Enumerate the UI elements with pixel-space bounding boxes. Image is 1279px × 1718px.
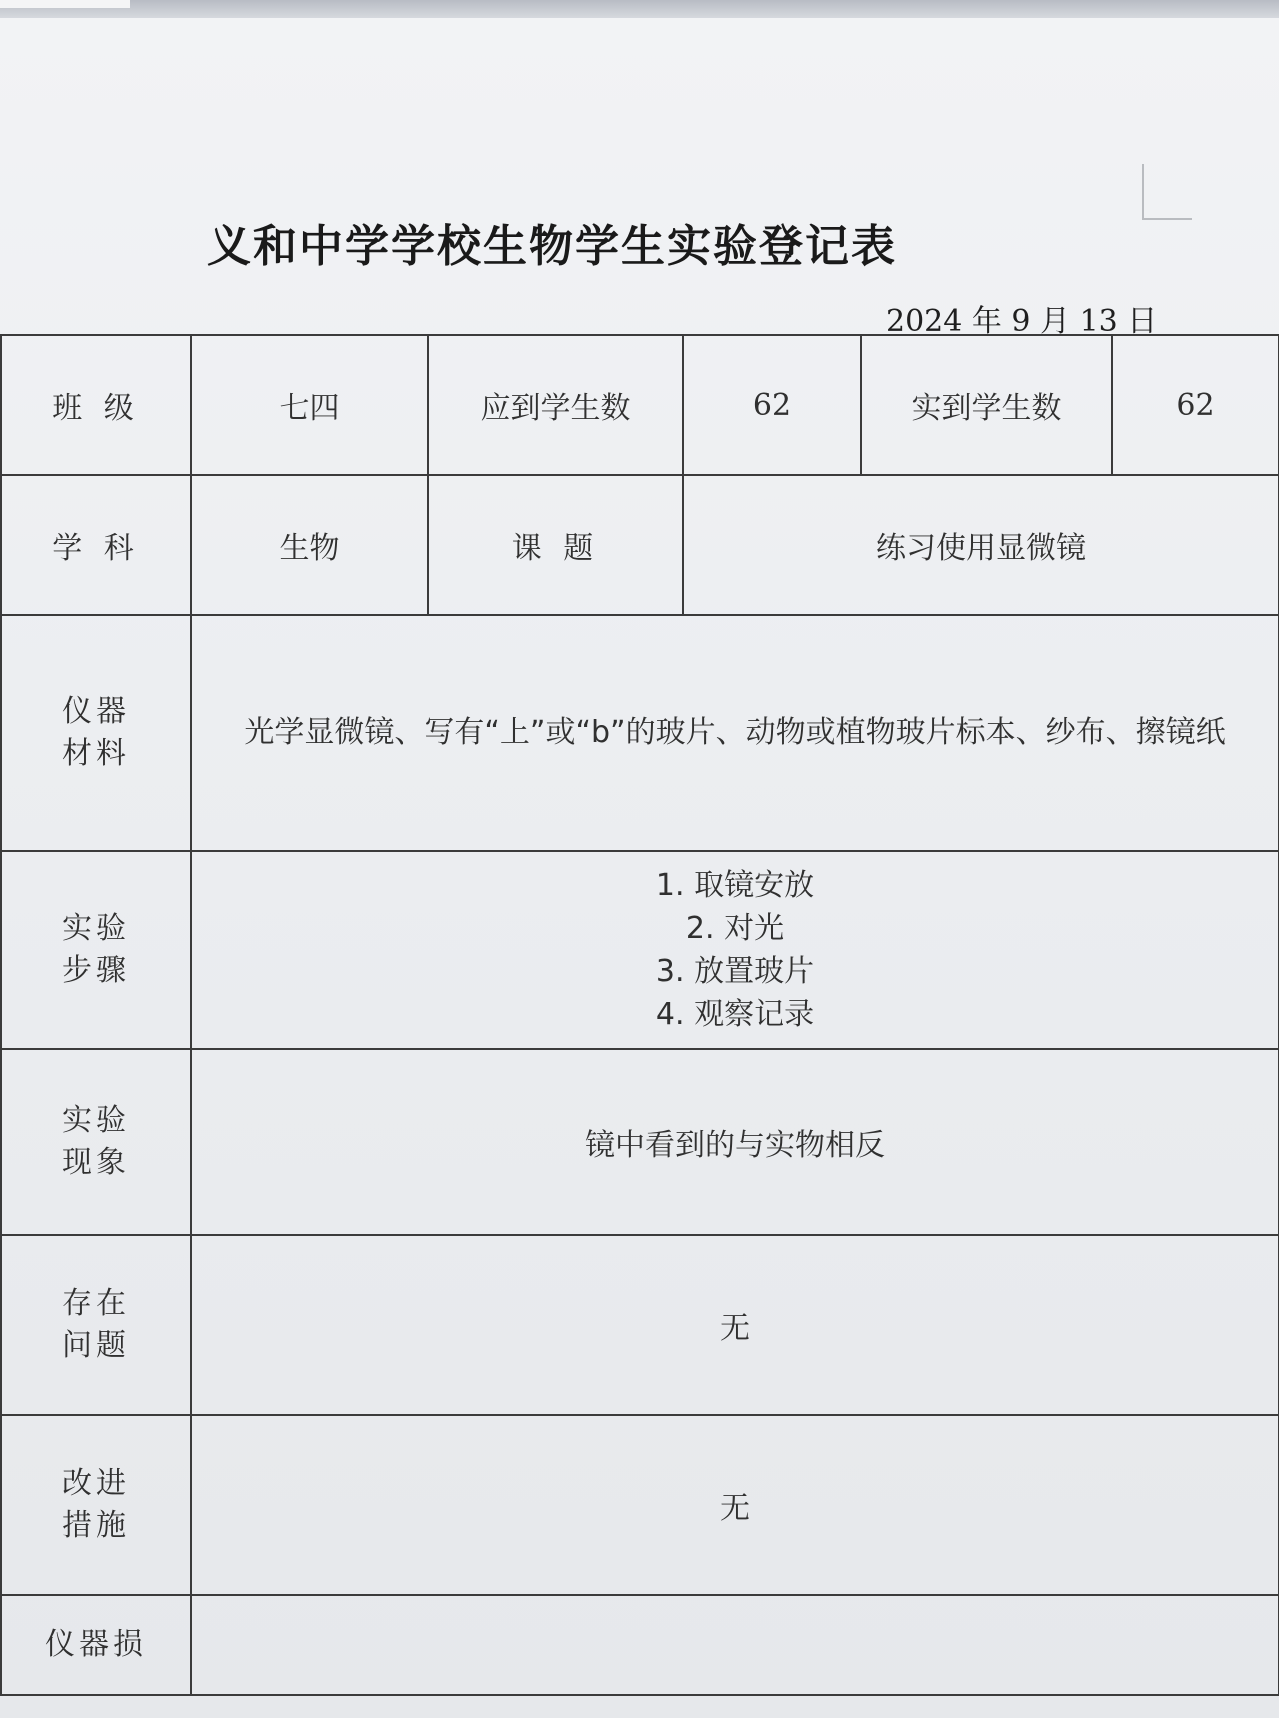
class-value: 七四	[191, 335, 428, 475]
document-date: 2024 年 9 月 13 日	[886, 304, 1158, 339]
registration-table	[0, 334, 1279, 1696]
table-row	[1, 335, 1279, 475]
phenomenon-label	[1, 1049, 191, 1235]
table-row	[1, 1595, 1279, 1695]
step-item: 2. 对光	[685, 911, 785, 946]
actual-students-label: 实到学生数	[861, 335, 1112, 475]
improvement-label	[1, 1415, 191, 1595]
window-top-bar	[0, 0, 1279, 18]
step-item: 1. 取镜安放	[655, 868, 815, 903]
equipment-damage-label: 仪器损	[1, 1595, 191, 1695]
problems-value: 无	[191, 1235, 1279, 1415]
table-row	[1, 1415, 1279, 1595]
materials-label	[1, 615, 191, 851]
actual-students-value: 62	[1112, 335, 1279, 475]
table-row	[1, 475, 1279, 615]
steps-label	[1, 851, 191, 1049]
class-label: 班 级	[1, 335, 191, 475]
phenomenon-label-line2: 现象	[62, 1145, 130, 1180]
equipment-damage-value	[191, 1595, 1279, 1695]
phenomenon-value: 镜中看到的与实物相反	[191, 1049, 1279, 1235]
page-corner-mark	[1142, 164, 1192, 220]
topic-value: 练习使用显微镜	[683, 475, 1279, 615]
steps-label-line2: 步骤	[62, 953, 130, 988]
window-tab	[0, 0, 130, 8]
steps-label-line1: 实验	[62, 911, 130, 946]
expected-students-value: 62	[683, 335, 861, 475]
table-row	[1, 851, 1279, 1049]
problems-label	[1, 1235, 191, 1415]
materials-label-line2: 材料	[62, 736, 130, 771]
topic-label: 课 题	[428, 475, 683, 615]
improvement-label-line2: 措施	[62, 1508, 130, 1543]
step-item: 4. 观察记录	[655, 997, 815, 1032]
table-row	[1, 1049, 1279, 1235]
step-item: 3. 放置玻片	[655, 954, 815, 989]
problems-label-line1: 存在	[62, 1286, 130, 1321]
steps-value	[191, 851, 1279, 1049]
subject-value: 生物	[191, 475, 428, 615]
table-row	[1, 615, 1279, 851]
problems-label-line2: 问题	[62, 1328, 130, 1363]
expected-students-label: 应到学生数	[428, 335, 683, 475]
phenomenon-label-line1: 实验	[62, 1103, 130, 1138]
materials-label-line1: 仪器	[62, 694, 130, 729]
subject-label: 学 科	[1, 475, 191, 615]
document-title: 义和中学学校生物学生实验登记表	[207, 221, 897, 272]
improvement-label-line1: 改进	[62, 1466, 130, 1501]
improvement-value: 无	[191, 1415, 1279, 1595]
table-row	[1, 1235, 1279, 1415]
materials-value: 光学显微镜、写有“上”或“b”的玻片、动物或植物玻片标本、纱布、擦镜纸	[191, 615, 1279, 851]
